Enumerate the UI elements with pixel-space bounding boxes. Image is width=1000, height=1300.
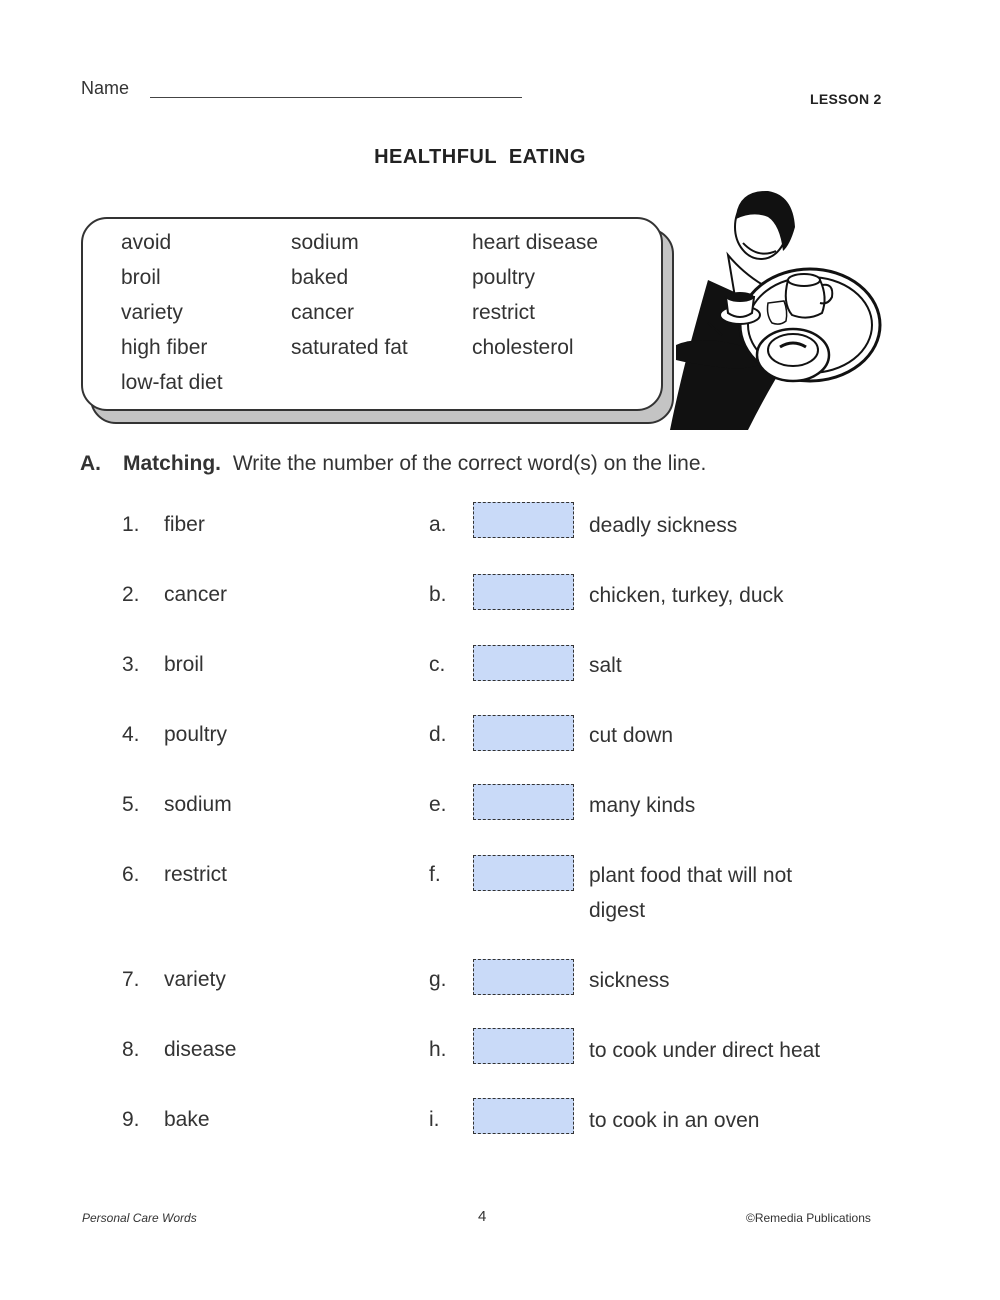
item-term: variety <box>164 968 226 991</box>
definition-text: many kinds <box>589 794 696 817</box>
item-number: 4. <box>122 723 140 746</box>
item-term: bake <box>164 1108 210 1131</box>
answer-blank[interactable] <box>473 784 574 820</box>
item-term: restrict <box>164 863 227 886</box>
word-bank-item: cholesterol <box>472 336 574 359</box>
item-term: fiber <box>164 513 205 536</box>
title-word-2: EATING <box>508 146 586 168</box>
name-label: Name <box>81 78 130 98</box>
word-bank-item: high fiber <box>121 336 208 359</box>
definition-text: deadly sickness <box>589 514 738 537</box>
word-bank-item: baked <box>291 266 349 289</box>
item-number: 3. <box>122 653 140 676</box>
item-term: cancer <box>164 583 228 606</box>
answer-blank[interactable] <box>473 574 574 610</box>
definition-letter: b. <box>429 583 447 606</box>
definition-letter: c. <box>429 653 446 676</box>
page-title <box>0 146 960 169</box>
definition-letter: i. <box>429 1108 440 1131</box>
definition-letter: d. <box>429 723 447 746</box>
word-bank-item: saturated fat <box>291 336 408 359</box>
footer-book-title: Personal Care Words <box>82 1211 197 1225</box>
answer-blank[interactable] <box>473 645 574 681</box>
item-term: sodium <box>164 793 232 816</box>
definition-text: cut down <box>589 724 674 747</box>
answer-blank[interactable] <box>473 502 574 538</box>
word-bank-item: cancer <box>291 301 355 324</box>
answer-blank[interactable] <box>473 855 574 891</box>
item-number: 7. <box>122 968 140 991</box>
waiter-carrying-tray-icon <box>668 185 883 430</box>
item-number: 9. <box>122 1108 140 1131</box>
answer-blank[interactable] <box>473 959 574 995</box>
definition-letter: e. <box>429 793 447 816</box>
definition-text: to cook in an oven <box>589 1109 760 1132</box>
definition-text: to cook under direct heat <box>589 1039 821 1062</box>
section-instructions <box>80 452 706 476</box>
word-bank-item: heart disease <box>472 231 599 254</box>
title-word-1: HEALTHFUL <box>374 146 497 168</box>
item-term: broil <box>164 653 204 676</box>
definition-text: chicken, turkey, duck <box>589 584 784 607</box>
word-bank-item: sodium <box>291 231 359 254</box>
word-bank-item: broil <box>121 266 161 289</box>
lesson-label: LESSON 2 <box>810 91 882 107</box>
definition-letter: f. <box>429 863 441 886</box>
definition-text-continued: digest <box>589 899 646 922</box>
word-bank-item: restrict <box>472 301 535 324</box>
item-term: disease <box>164 1038 237 1061</box>
answer-blank[interactable] <box>473 1098 574 1134</box>
item-number: 1. <box>122 513 140 536</box>
definition-text: plant food that will not <box>589 864 793 887</box>
word-bank-item: low-fat diet <box>121 371 223 394</box>
definition-text: sickness <box>589 969 670 992</box>
item-number: 2. <box>122 583 140 606</box>
section-letter: A. <box>80 452 101 475</box>
item-number: 6. <box>122 863 140 886</box>
definition-letter: h. <box>429 1038 447 1061</box>
name-line[interactable] <box>150 97 522 98</box>
word-bank-item: poultry <box>472 266 536 289</box>
item-number: 8. <box>122 1038 140 1061</box>
item-number: 5. <box>122 793 140 816</box>
definition-text: salt <box>589 654 622 677</box>
word-bank-item: avoid <box>121 231 172 254</box>
section-heading: Matching. <box>123 452 221 475</box>
answer-blank[interactable] <box>473 715 574 751</box>
item-term: poultry <box>164 723 228 746</box>
section-instruction-text: Write the number of the correct word(s) on the line. <box>232 452 707 475</box>
answer-blank[interactable] <box>473 1028 574 1064</box>
definition-letter: a. <box>429 513 447 536</box>
footer-copyright: ©Remedia Publications <box>746 1211 871 1225</box>
word-bank-item: variety <box>121 301 183 324</box>
page-number: 4 <box>478 1208 487 1225</box>
definition-letter: g. <box>429 968 447 991</box>
